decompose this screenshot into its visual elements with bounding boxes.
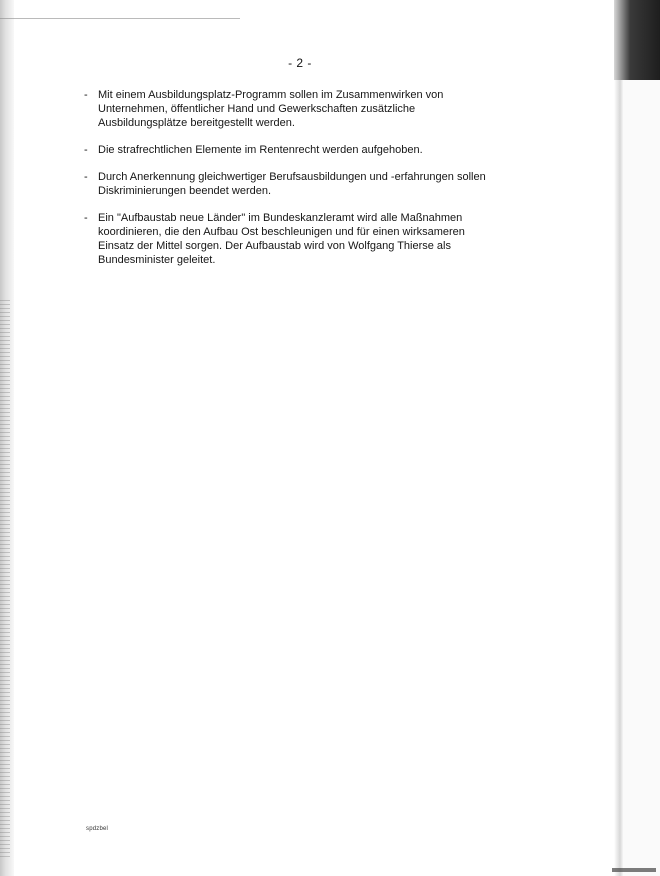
bullet-text: Die strafrechtlichen Elemente im Rentenrecht werden aufgehoben.: [98, 144, 423, 156]
bullet-item: [84, 211, 504, 267]
scan-top-line: [0, 18, 240, 19]
bullet-dash: -: [84, 89, 88, 101]
bullet-text: Ein "Aufbaustab neue Länder" im Bundeskanzleramt wird alle Maßnahmen koordinieren, die den Aufbau Ost beschleunigen und für einen wirksameren Einsatz der Mittel sorgen. Der Aufbaustab wird von Wolfgang Thierse als Bundesminister geleitet.: [98, 212, 465, 266]
scan-left-speckle: [0, 300, 10, 860]
bullet-dash: -: [84, 171, 88, 183]
page-number: - 2 -: [288, 56, 312, 70]
bullet-dash: -: [84, 144, 88, 156]
bullet-text: Durch Anerkennung gleichwertiger Berufsausbildungen und -erfahrungen sollen Diskriminierungen beendet werden.: [98, 171, 486, 197]
bullet-list: [84, 88, 504, 280]
scan-bottom-right-mark: [612, 868, 656, 872]
bullet-item: [84, 143, 504, 157]
bullet-text: Mit einem Ausbildungsplatz-Programm sollen im Zusammenwirken von Unternehmen, öffentlicher Hand und Gewerkschaften zusätzliche Ausbildungsplätze bereitgestellt werden.: [98, 89, 444, 129]
bullet-dash: -: [84, 212, 88, 224]
bullet-item: [84, 88, 504, 130]
footer-code: spdzbel: [86, 826, 109, 832]
scan-right-strip: [624, 80, 660, 876]
bullet-item: [84, 170, 504, 198]
scan-right-dark-corner: [614, 0, 660, 80]
scan-right-edge: [614, 80, 624, 876]
